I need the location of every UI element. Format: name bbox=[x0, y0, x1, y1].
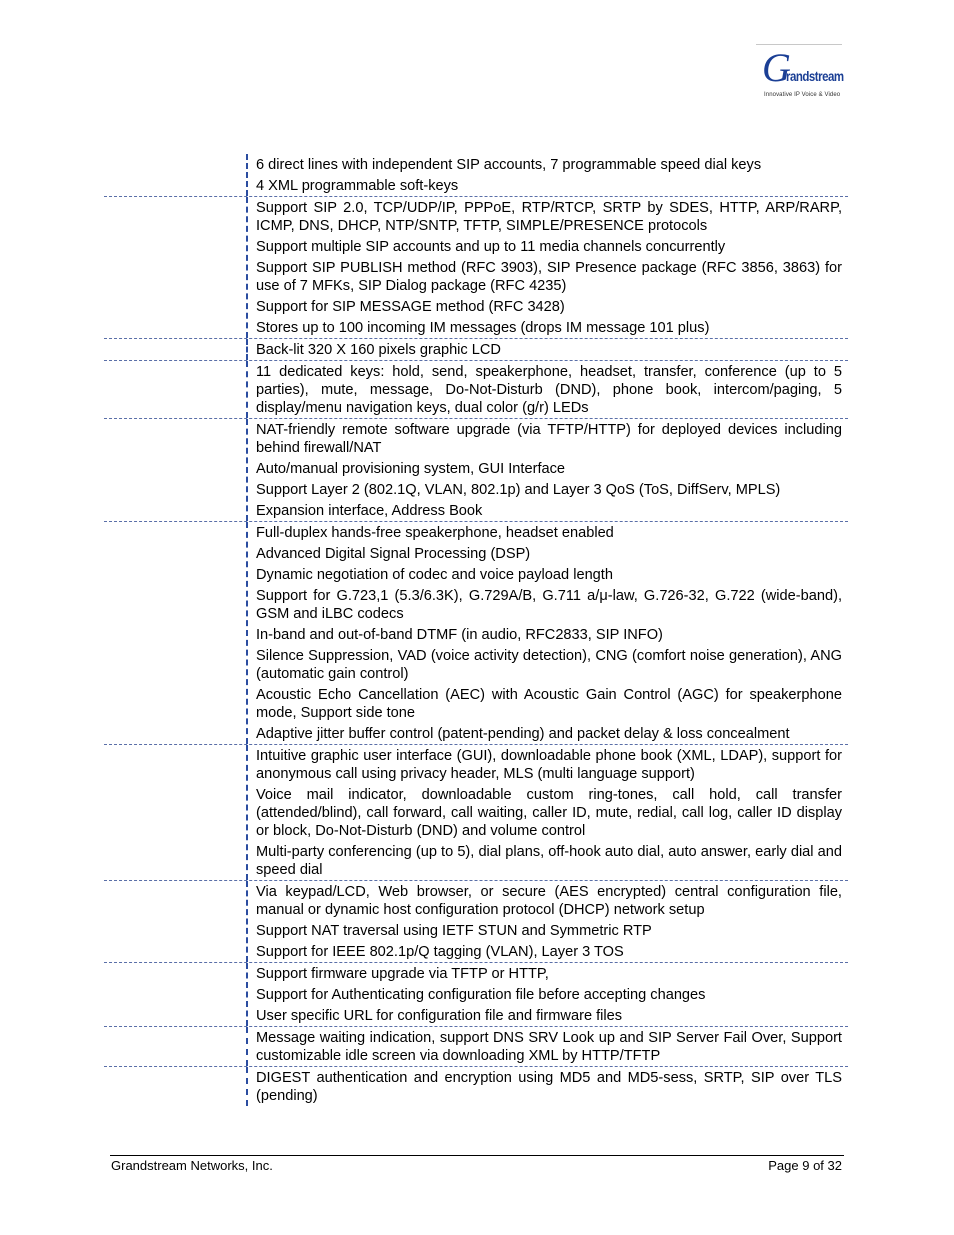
spec-item: Message waiting indication, support DNS SRV Look up and SIP Server Fail Over, Support customizable idle screen via downloading XML by HTTP/TFTP bbox=[256, 1029, 842, 1064]
spec-item: Support Layer 2 (802.1Q, VLAN, 802.1p) and Layer 3 QoS (ToS, DiffServ, MPLS) bbox=[256, 481, 781, 498]
spec-label-cell bbox=[104, 197, 246, 338]
spec-item: NAT-friendly remote software upgrade (via TFTP/HTTP) for deployed devices including behind firewall/NAT bbox=[256, 421, 842, 456]
spec-row bbox=[104, 881, 848, 963]
spec-item: Via keypad/LCD, Web browser, or secure (AES encrypted) central configuration file, manual or dynamic host configuration protocol (DHCP) network setup bbox=[256, 883, 842, 918]
spec-item: Auto/manual provisioning system, GUI Interface bbox=[256, 460, 566, 477]
spec-row bbox=[104, 745, 848, 881]
spec-row bbox=[104, 154, 848, 197]
spec-item: Multi-party conferencing (up to 5), dial plans, off-hook auto dial, auto answer, early dial and speed dial bbox=[256, 843, 842, 878]
spec-item: Expansion interface, Address Book bbox=[256, 502, 483, 519]
spec-item: 11 dedicated keys: hold, send, speakerphone, headset, transfer, conference (up to 5 parties), mute, message, Do-Not-Disturb (DND), phone book, intercom/paging, 5 display/menu navigation keys, dual color (g/r) LEDs bbox=[256, 363, 842, 416]
spec-item: User specific URL for configuration file and firmware files bbox=[256, 1007, 623, 1024]
spec-item: Back-lit 320 X 160 pixels graphic LCD bbox=[256, 341, 501, 358]
spec-item: Support for Authenticating configuration file before accepting changes bbox=[256, 986, 706, 1003]
spec-label-cell bbox=[104, 154, 246, 196]
spec-item: Adaptive jitter buffer control (patent-pending) and packet delay & loss concealment bbox=[256, 725, 790, 742]
spec-row bbox=[104, 963, 848, 1027]
spec-label-cell bbox=[104, 339, 246, 360]
spec-content-cell bbox=[246, 881, 848, 962]
spec-row bbox=[104, 1067, 848, 1106]
spec-label-cell bbox=[104, 1067, 246, 1106]
spec-item: Support for G.723,1 (5.3/6.3K), G.729A/B, G.711 a/μ-law, G.726-32, G.722 (wide-band), GSM and iLBC codecs bbox=[256, 587, 842, 622]
spec-label-cell bbox=[104, 745, 246, 880]
spec-row bbox=[104, 1027, 848, 1067]
spec-content-cell bbox=[246, 963, 848, 1026]
spec-content-cell bbox=[246, 1067, 848, 1106]
spec-item: Silence Suppression, VAD (voice activity detection), CNG (comfort noise generation), ANG (automatic gain control) bbox=[256, 647, 842, 682]
spec-label-cell bbox=[104, 361, 246, 418]
spec-row bbox=[104, 197, 848, 339]
spec-item: Advanced Digital Signal Processing (DSP) bbox=[256, 545, 531, 562]
spec-label-cell bbox=[104, 1027, 246, 1066]
spec-item: Dynamic negotiation of codec and voice payload length bbox=[256, 566, 613, 583]
spec-item: Stores up to 100 incoming IM messages (drops IM message 101 plus) bbox=[256, 319, 710, 336]
footer-company: Grandstream Networks, Inc. bbox=[111, 1158, 273, 1173]
spec-item: Support for IEEE 802.1p/Q tagging (VLAN), Layer 3 TOS bbox=[256, 943, 624, 960]
spec-row bbox=[104, 419, 848, 522]
spec-content-cell bbox=[246, 361, 848, 418]
spec-row bbox=[104, 361, 848, 419]
spec-content-cell bbox=[246, 197, 848, 338]
spec-content-cell bbox=[246, 1027, 848, 1066]
spec-item: Full-duplex hands-free speakerphone, headset enabled bbox=[256, 524, 614, 541]
spec-item: Voice mail indicator, downloadable custom ring-tones, call hold, call transfer (attended/blind), call forward, call waiting, caller ID, mute, redial, call log, caller ID display or block, Do-Not-Disturb (DND) and volume control bbox=[256, 786, 842, 839]
spec-label-cell bbox=[104, 522, 246, 744]
spec-row bbox=[104, 339, 848, 361]
spec-item: In-band and out-of-band DTMF (in audio, RFC2833, SIP INFO) bbox=[256, 626, 663, 643]
spec-item: Support NAT traversal using IETF STUN and Symmetric RTP bbox=[256, 922, 652, 939]
spec-row bbox=[104, 522, 848, 745]
logo-mark: G bbox=[762, 45, 791, 90]
spec-item: DIGEST authentication and encryption using MD5 and MD5-sess, SRTP, SIP over TLS (pending) bbox=[256, 1069, 842, 1104]
spec-item: Intuitive graphic user interface (GUI), downloadable phone book (XML, LDAP), support for anonymous call using privacy header, MLS (multi language support) bbox=[256, 747, 842, 782]
spec-label-cell bbox=[104, 419, 246, 521]
spec-item: 6 direct lines with independent SIP accounts, 7 programmable speed dial keys bbox=[256, 156, 762, 173]
spec-label-cell bbox=[104, 963, 246, 1026]
spec-item: Support multiple SIP accounts and up to 11 media channels concurrently bbox=[256, 238, 726, 255]
grandstream-logo bbox=[756, 44, 842, 104]
logo-tagline: Innovative IP Voice & Video bbox=[764, 92, 841, 98]
spec-content-cell bbox=[246, 522, 848, 744]
spec-content-cell bbox=[246, 745, 848, 880]
spec-content-cell bbox=[246, 154, 848, 196]
footer-rule bbox=[110, 1155, 844, 1156]
spec-table bbox=[104, 154, 848, 1106]
spec-item: Acoustic Echo Cancellation (AEC) with Acoustic Gain Control (AGC) for speakerphone mode, Support side tone bbox=[256, 686, 842, 721]
footer-page-number: Page 9 of 32 bbox=[768, 1158, 842, 1173]
spec-item: 4 XML programmable soft-keys bbox=[256, 177, 459, 194]
logo-word: randstream bbox=[786, 68, 844, 84]
spec-item: Support firmware upgrade via TFTP or HTTP, bbox=[256, 965, 549, 982]
spec-label-cell bbox=[104, 881, 246, 962]
spec-item: Support SIP 2.0, TCP/UDP/IP, PPPoE, RTP/RTCP, SRTP by SDES, HTTP, ARP/RARP, ICMP, DNS, DHCP, NTP/SNTP, TFTP, SIMPLE/PRESENCE protocols bbox=[256, 199, 842, 234]
spec-item: Support SIP PUBLISH method (RFC 3903), SIP Presence package (RFC 3856, 3863) for use of 7 MFKs, SIP Dialog package (RFC 4235) bbox=[256, 259, 842, 294]
spec-item: Support for SIP MESSAGE method (RFC 3428) bbox=[256, 298, 565, 315]
spec-content-cell bbox=[246, 419, 848, 521]
spec-content-cell bbox=[246, 339, 848, 360]
